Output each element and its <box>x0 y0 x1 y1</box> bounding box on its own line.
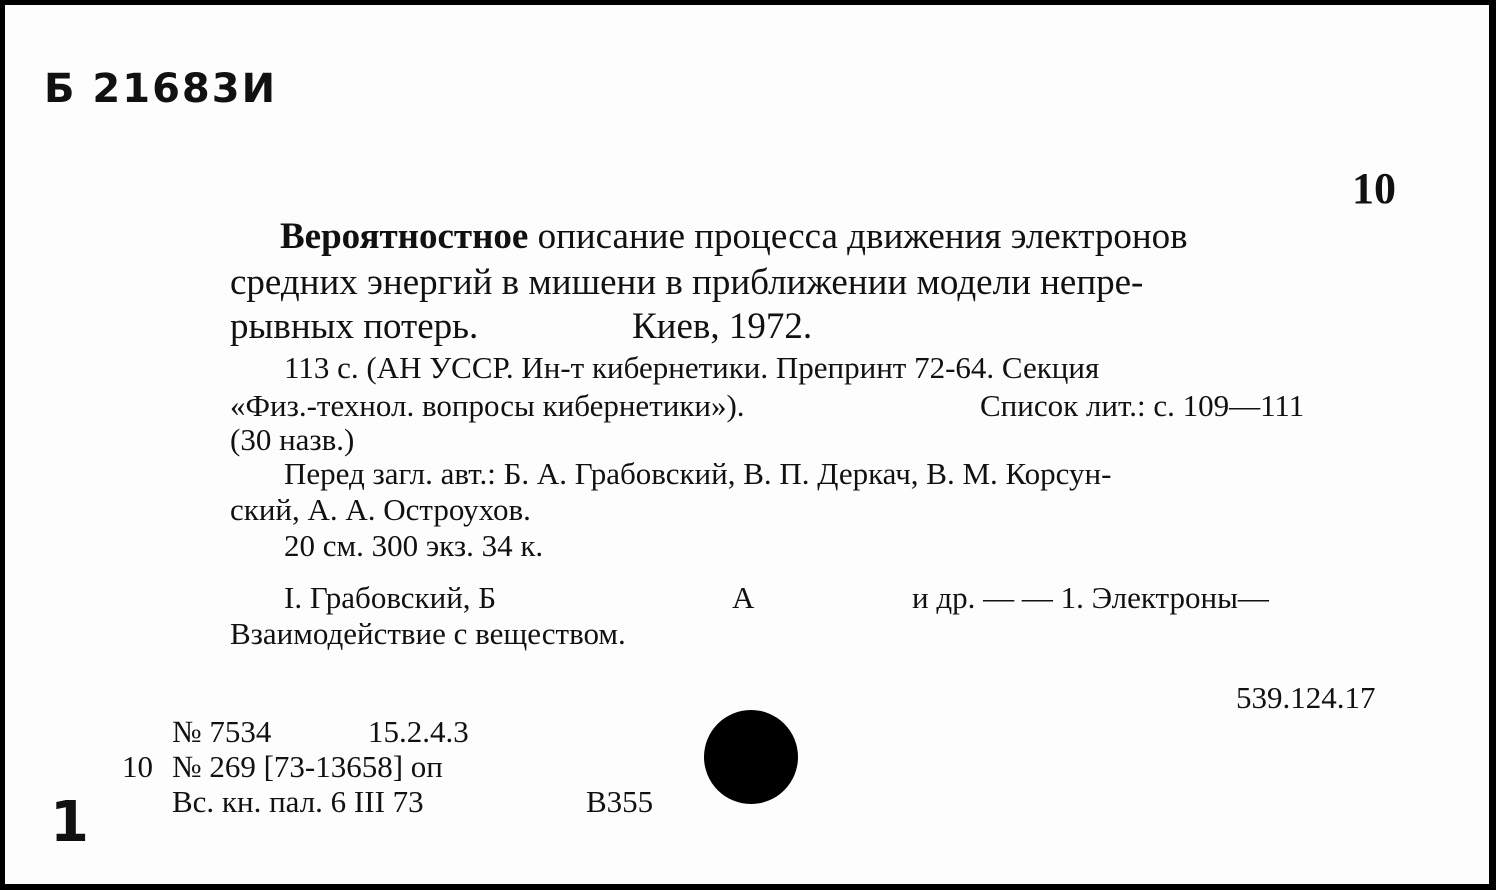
collation-line-3: (30 назв.) <box>230 422 355 457</box>
tracing-line-1-subject: и др. — — 1. Электроны— <box>912 580 1269 615</box>
margin-mark: 1 <box>50 790 89 855</box>
authors-note-line-1: Перед загл. авт.: Б. А. Грабовский, В. П. Деркач, В. М. Корсун- <box>284 456 1112 491</box>
title-lead-word: Вероятностное <box>280 216 529 257</box>
udc-code: 539.124.17 <box>1236 680 1376 715</box>
footer-line-2-prefix: 10 <box>122 749 153 784</box>
bibliography-note: Список лит.: с. 109—111 <box>980 388 1305 423</box>
footer-line-3-code: B355 <box>586 784 654 819</box>
title-line-2: средних энергий в мишени в приближении модели непре- <box>230 262 1144 303</box>
catalog-number: 10 <box>1352 164 1396 213</box>
title-line-1-rest: описание процесса движения электронов <box>528 216 1188 257</box>
collation-line-2: «Физ.-технол. вопросы кибернетики»). <box>230 388 745 423</box>
authors-note-line-2: ский, А. А. Остроухов. <box>230 492 531 527</box>
imprint: Киев, 1972. <box>632 306 813 347</box>
footer-line-3: Вс. кн. пал. 6 III 73 <box>172 784 424 819</box>
handwritten-inventory-number: Б 21683И <box>44 66 278 112</box>
footer-line-1-code: 15.2.4.3 <box>368 714 469 749</box>
punch-hole <box>704 710 798 804</box>
title-line-3: рывных потерь. <box>230 306 479 347</box>
tracing-line-1-initial: А <box>732 580 755 615</box>
collation-line-1: 113 с. (АН УССР. Ин-т кибернетики. Препринт 72-64. Секция <box>284 350 1100 385</box>
tracing-line-2: Взаимодействие с веществом. <box>230 616 626 651</box>
title-line-1 <box>280 218 1188 255</box>
footer-line-2: № 269 [73-13658] оп <box>172 749 443 784</box>
tracing-line-1-author: I. Грабовский, Б <box>284 580 497 615</box>
footer-line-1-number: № 7534 <box>172 714 272 749</box>
physical-description: 20 см. 300 экз. 34 к. <box>284 528 544 563</box>
